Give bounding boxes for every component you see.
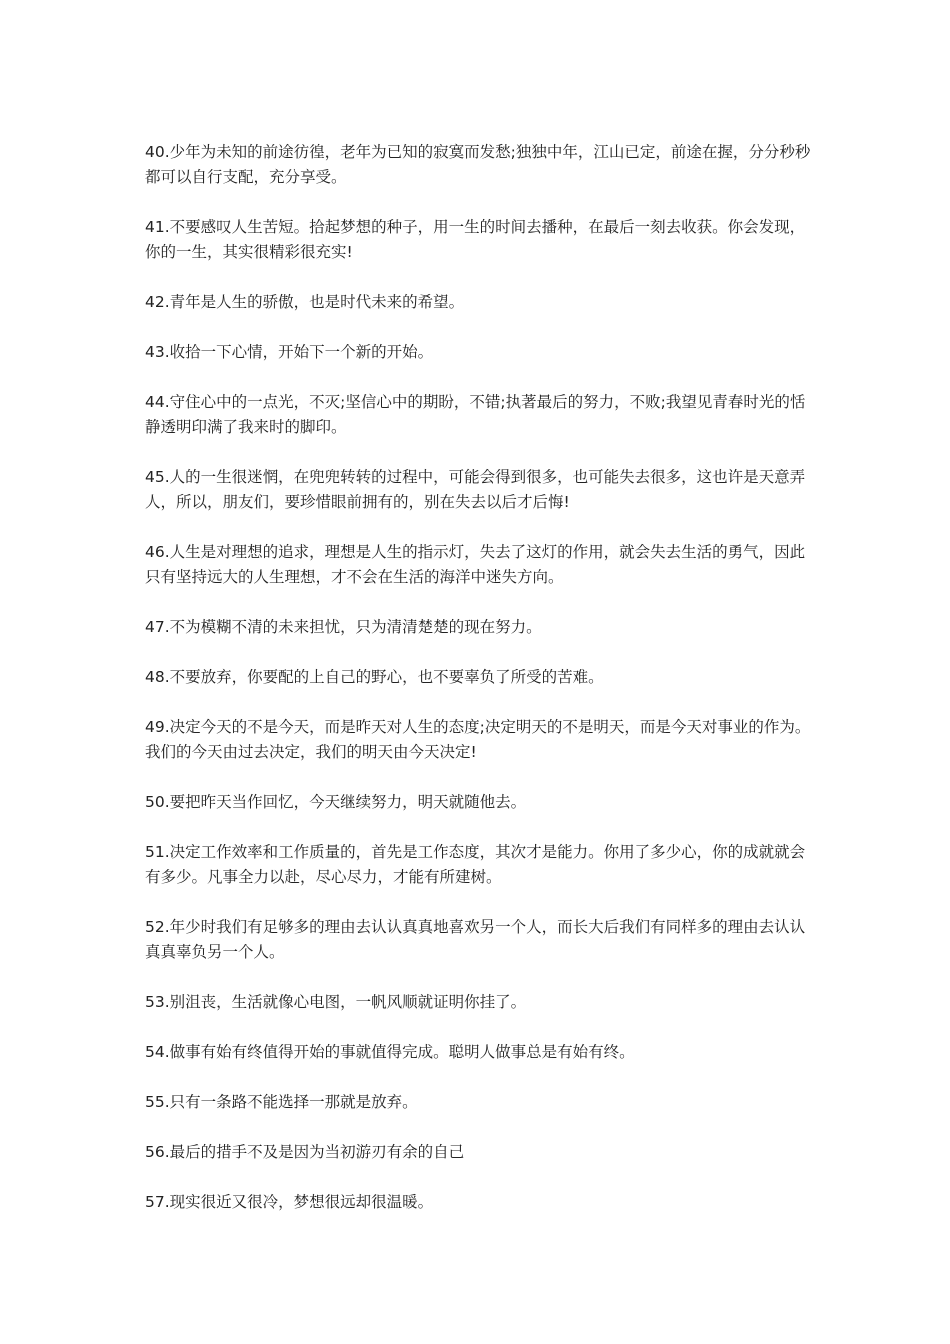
quote-paragraph-52: 52.年少时我们有足够多的理由去认认真真地喜欢另一个人，而长大后我们有同样多的理由去认认真真辜负另一个人。 — [145, 918, 806, 961]
quote-paragraph-47: 47.不为模糊不清的未来担忧，只为清清楚楚的现在努力。 — [145, 618, 542, 636]
quote-paragraph-57: 57.现实很近又很冷，梦想很远却很温暖。 — [145, 1193, 434, 1211]
quote-paragraph-41: 41.不要感叹人生苦短。拾起梦想的种子，用一生的时间去播种，在最后一刻去收获。你会发现，你的一生，其实很精彩很充实! — [145, 218, 806, 261]
quote-paragraph-45: 45.人的一生很迷惘，在兜兜转转的过程中，可能会得到很多，也可能失去很多，这也许是天意弄人，所以，朋友们，要珍惜眼前拥有的，别在失去以后才后悔! — [145, 468, 806, 511]
quote-paragraph-46: 46.人生是对理想的追求，理想是人生的指示灯，失去了这灯的作用，就会失去生活的勇气，因此只有坚持远大的人生理想，才不会在生活的海洋中迷失方向。 — [145, 543, 806, 586]
quote-paragraph-50: 50.要把昨天当作回忆，今天继续努力，明天就随他去。 — [145, 793, 527, 811]
document-body — [145, 140, 817, 1240]
quote-paragraph-40: 40.少年为未知的前途彷徨，老年为已知的寂寞而发愁;独独中年，江山已定，前途在握，分分秒秒都可以自行支配，充分享受。 — [145, 143, 811, 186]
quote-paragraph-54: 54.做事有始有终值得开始的事就值得完成。聪明人做事总是有始有终。 — [145, 1043, 635, 1061]
quote-paragraph-56: 56.最后的措手不及是因为当初游刃有余的自己 — [145, 1143, 465, 1161]
quote-paragraph-48: 48.不要放弃，你要配的上自己的野心，也不要辜负了所受的苦难。 — [145, 668, 604, 686]
quote-paragraph-49: 49.决定今天的不是今天，而是昨天对人生的态度;决定明天的不是明天，而是今天对事业的作为。我们的今天由过去决定，我们的明天由今天决定! — [145, 718, 811, 761]
quote-paragraph-44: 44.守住心中的一点光，不灭;坚信心中的期盼，不错;执著最后的努力，不败;我望见青春时光的恬静透明印满了我来时的脚印。 — [145, 393, 806, 436]
quote-paragraph-51: 51.决定工作效率和工作质量的，首先是工作态度，其次才是能力。你用了多少心，你的成就就会有多少。凡事全力以赴，尽心尽力，才能有所建树。 — [145, 843, 806, 886]
quote-paragraph-53: 53.别沮丧，生活就像心电图，一帆风顺就证明你挂了。 — [145, 993, 527, 1011]
quote-paragraph-55: 55.只有一条路不能选择一那就是放弃。 — [145, 1093, 418, 1111]
quote-paragraph-43: 43.收拾一下心情，开始下一个新的开始。 — [145, 343, 434, 361]
quote-paragraph-42: 42.青年是人生的骄傲，也是时代未来的希望。 — [145, 293, 465, 311]
